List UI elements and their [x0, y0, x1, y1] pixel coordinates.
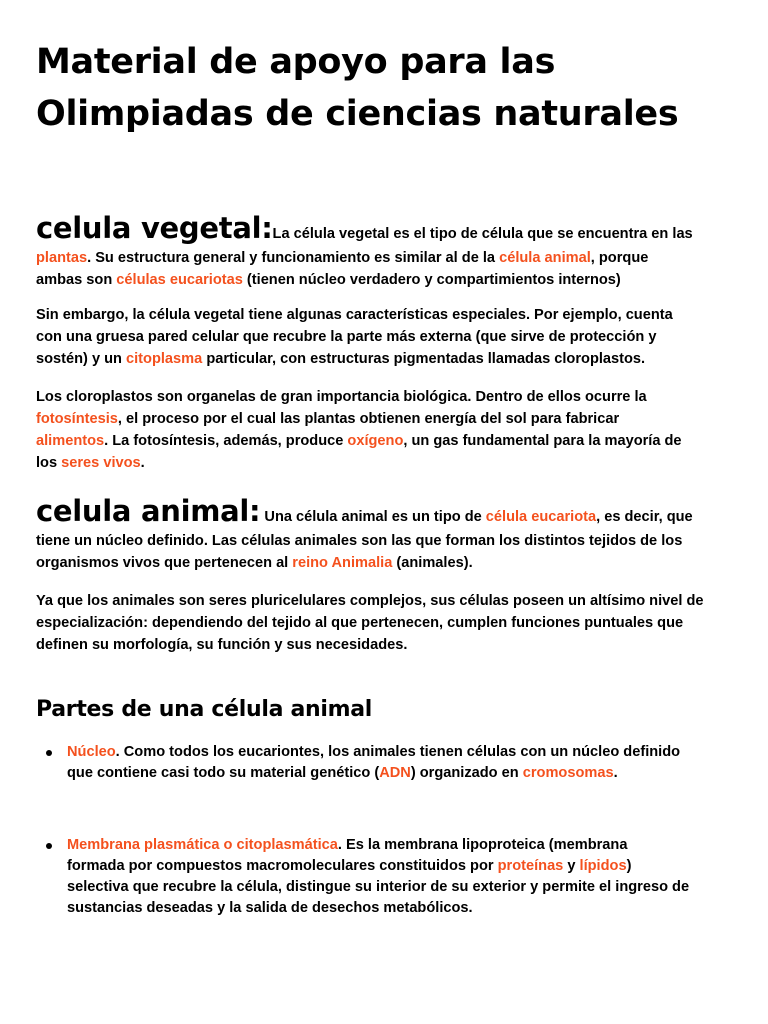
- link-cromosomas[interactable]: cromosomas: [522, 765, 614, 781]
- animal-p1-line: tiene un núcleo definido. Las células animales son las que forman los distintos tejidos de los: [36, 533, 683, 549]
- item1-text: ) organizado en: [410, 765, 523, 781]
- vegetal-p3-text: .: [140, 455, 145, 471]
- vegetal-p2-line: Sin embargo, la célula vegetal tiene algunas características especiales. Por ejemplo, cuenta: [36, 307, 673, 323]
- page-title: [36, 36, 736, 140]
- vegetal-paragraph-3: [36, 386, 736, 474]
- link-lipidos[interactable]: lípidos: [579, 858, 627, 874]
- vegetal-heading: celula vegetal:: [36, 211, 273, 245]
- item1-text: que contiene casi todo su material genético (: [67, 765, 380, 781]
- vegetal-p1-text: ambas son: [36, 272, 117, 288]
- vegetal-p3-text: , un gas fundamental para la mayoría de: [403, 433, 682, 449]
- link-membrana-plasmatica[interactable]: Membrana plasmática o citoplasmática: [67, 837, 338, 853]
- link-seres-vivos[interactable]: seres vivos: [61, 455, 141, 471]
- vegetal-paragraph-1: [36, 210, 736, 290]
- vegetal-paragraph-2: [36, 304, 736, 370]
- list-item-text: [67, 835, 739, 919]
- link-fotosintesis[interactable]: fotosíntesis: [36, 411, 118, 427]
- link-citoplasma[interactable]: citoplasma: [126, 351, 203, 367]
- animal-p1-text: organismos vivos que pertenecen al: [36, 555, 293, 571]
- title-line-1: Material de apoyo para las: [36, 42, 556, 82]
- vegetal-p1-text: La célula vegetal es el tipo de célula que se encuentra en las: [272, 226, 693, 242]
- link-celula-eucariota[interactable]: célula eucariota: [485, 509, 597, 525]
- item1-text: .: [613, 765, 618, 781]
- vegetal-p3-line: Los cloroplastos son organelas de gran importancia biológica. Dentro de ellos ocurre la: [36, 389, 647, 405]
- item2-line: sustancias deseadas y la salida de desechos metabólicos.: [67, 900, 473, 916]
- vegetal-p1-text: , porque: [590, 250, 649, 266]
- vegetal-p2-text: particular, con estructuras pigmentadas llamadas cloroplastos.: [202, 351, 646, 367]
- item2-text: formada por compuestos macromoleculares constituidos por: [67, 858, 498, 874]
- vegetal-p3-text: los: [36, 455, 62, 471]
- animal-p2-line: especialización: dependiendo del tejido al que pertenecen, cumplen funciones puntuales que: [36, 615, 684, 631]
- link-nucleo[interactable]: Núcleo: [67, 744, 116, 760]
- animal-paragraph-1: [36, 492, 736, 574]
- animal-p2-line: definen su morfología, su función y sus necesidades.: [36, 637, 408, 653]
- animal-paragraph-2: [36, 590, 736, 656]
- link-proteinas[interactable]: proteínas: [497, 858, 564, 874]
- link-celulas-eucariotas[interactable]: células eucariotas: [116, 272, 243, 288]
- animal-heading: celula animal:: [36, 494, 261, 528]
- bullet-icon: [46, 750, 52, 756]
- vegetal-p2-text: sostén) y un: [36, 351, 127, 367]
- link-plantas[interactable]: plantas: [36, 250, 88, 266]
- list-item-membrana: [36, 835, 736, 921]
- animal-p1-text: , es decir, que: [596, 509, 693, 525]
- partes-heading: Partes de una célula animal: [36, 697, 373, 722]
- link-celula-animal[interactable]: célula animal: [499, 250, 591, 266]
- link-adn[interactable]: ADN: [379, 765, 411, 781]
- item2-text: ): [626, 858, 632, 874]
- vegetal-p3-text: . La fotosíntesis, además, produce: [104, 433, 348, 449]
- item2-line: selectiva que recubre la célula, distingue su interior de su exterior y permite el ingreso de: [67, 879, 690, 895]
- item1-text: . Como todos los eucariontes, los animales tienen células con un núcleo definido: [115, 744, 681, 760]
- title-line-2: Olimpiadas de ciencias naturales: [36, 94, 679, 134]
- animal-p1-text: Una célula animal es un tipo de: [260, 509, 486, 525]
- list-item-text: [67, 742, 739, 784]
- animal-p1-text: (animales).: [392, 555, 473, 571]
- bullet-icon: [46, 843, 52, 849]
- vegetal-p1-text: . Su estructura general y funcionamiento es similar al de la: [87, 250, 500, 266]
- item2-text: . Es la membrana lipoproteica (membrana: [337, 837, 628, 853]
- animal-p2-line: Ya que los animales son seres pluricelulares complejos, sus células poseen un altísimo nivel de: [36, 593, 704, 609]
- list-item-nucleo: [36, 742, 736, 786]
- link-oxigeno[interactable]: oxígeno: [347, 433, 404, 449]
- vegetal-p2-line: con una gruesa pared celular que recubre la parte más externa (que sirve de protección y: [36, 329, 657, 345]
- vegetal-p3-text: , el proceso por el cual las plantas obtienen energía del sol para fabricar: [117, 411, 620, 427]
- link-alimentos[interactable]: alimentos: [36, 433, 105, 449]
- link-reino-animalia[interactable]: reino Animalia: [292, 555, 393, 571]
- item2-text: y: [563, 858, 580, 874]
- vegetal-p1-text: (tienen núcleo verdadero y compartimientos internos): [242, 272, 621, 288]
